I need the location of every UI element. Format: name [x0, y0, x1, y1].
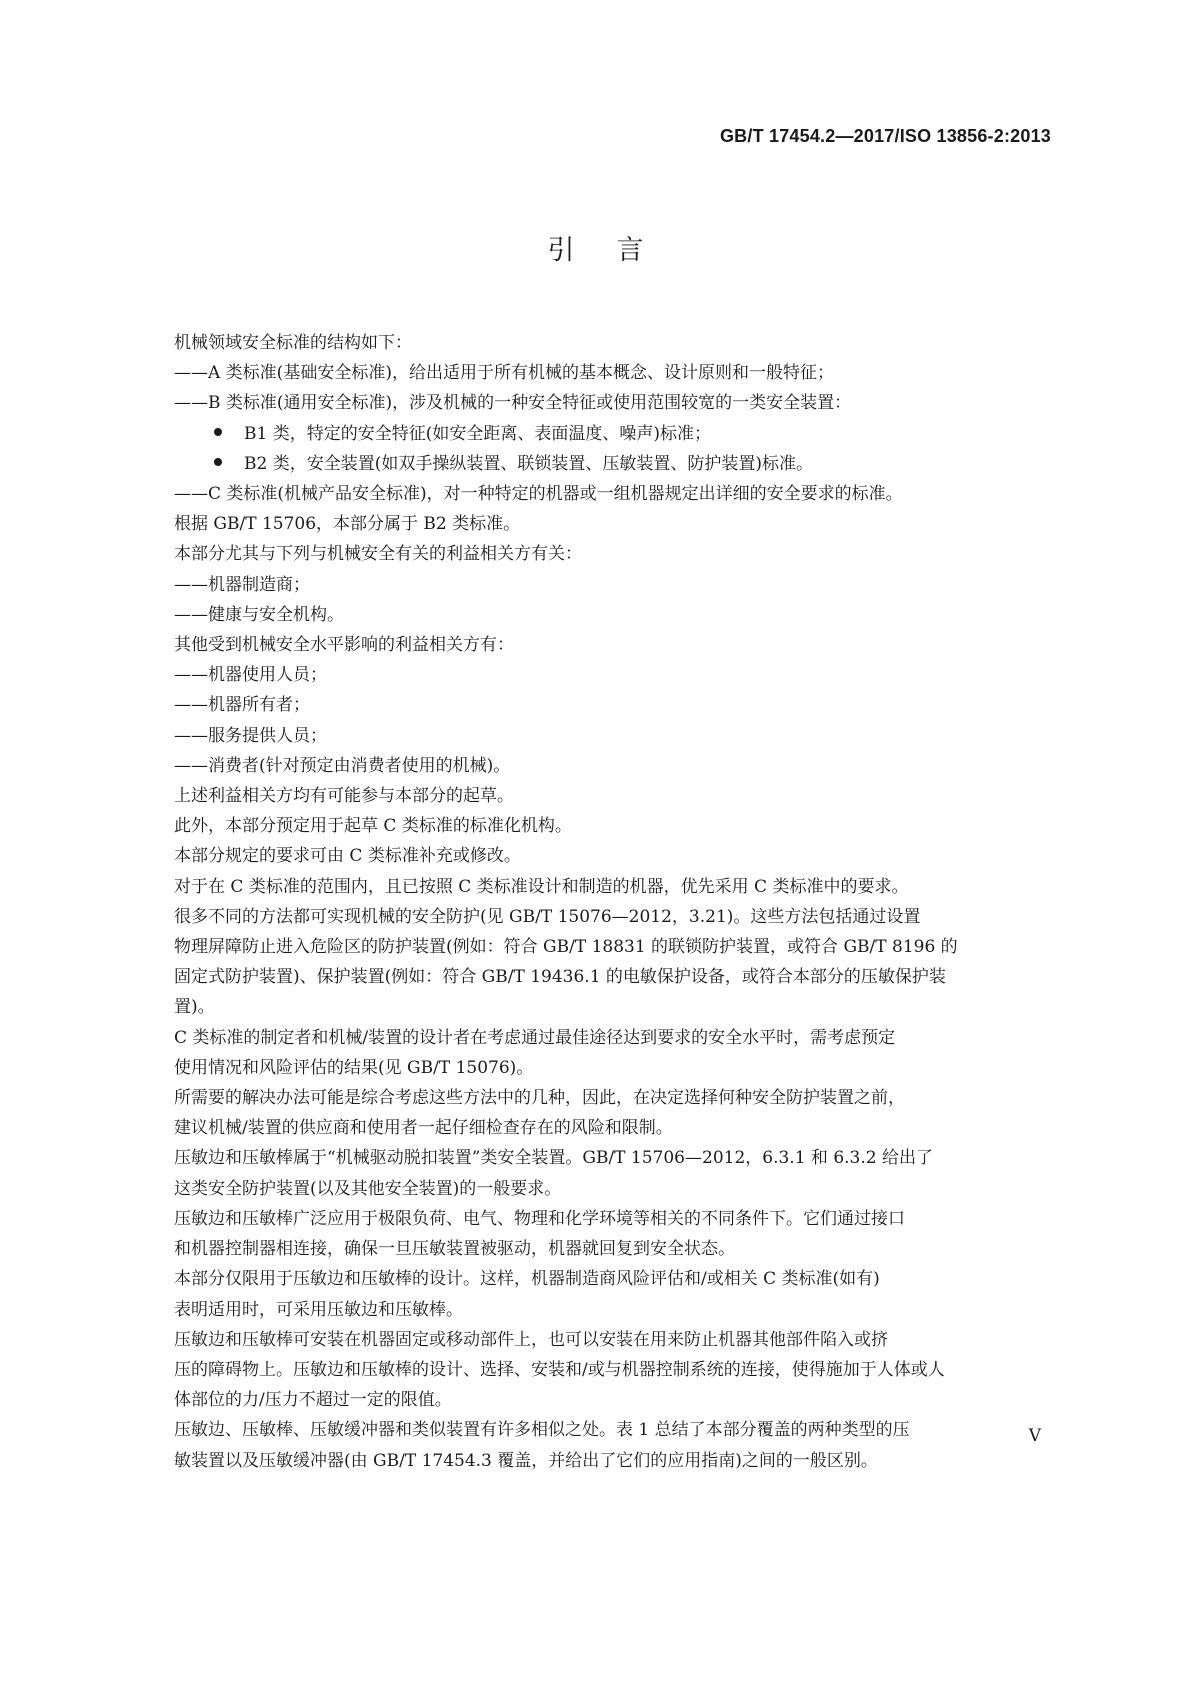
priority-statement: 对于在 C 类标准的范围内，且已按照 C 类标准设计和制造的机器，优先采用 C 类标准中的要求。: [174, 876, 909, 897]
paragraph-line: 本部分仅限用于压敏边和压敏棒的设计。这样，机器制造商风险评估和/或相关 C 类标准(如有): [174, 1269, 880, 1290]
paragraph-line: 压敏边和压敏棒可安装在机器固定或移动部件上，也可以安装在用来防止机器其他部件陷入或挤: [174, 1329, 888, 1350]
paragraph-safeguarding-methods: [174, 902, 1046, 1023]
paragraph-line: 压敏边和压敏棒广泛应用于极限负荷、电气、物理和化学环境等相关的不同条件下。它们通过接口: [174, 1208, 905, 1229]
list-item-stakeholder: ——机器制造商；: [174, 574, 310, 595]
bullet-icon: [214, 428, 222, 436]
list-item-other-stakeholder: ——消费者(针对预定由消费者使用的机械)。: [174, 755, 511, 776]
bullet-item-b2: [174, 449, 1046, 479]
paragraph-line: 敏装置以及压敏缓冲器(由 GB/T 17454.3 覆盖，并给出了它们的应用指南)之间的一般区别。: [174, 1450, 878, 1471]
list-item-type-c: ——C 类标准(机械产品安全标准)，对一种特定的机器或一组机器规定出详细的安全要求的标准。: [174, 484, 903, 505]
paragraph-line: 压敏边和压敏棒属于“机械驱动脱扣装置”类安全装置。GB/T 15706—2012，6.3.1 和 6.3.2 给出了: [174, 1148, 933, 1169]
other-stakeholders-intro: 其他受到机械安全水平影响的利益相关方有：: [174, 635, 514, 656]
paragraph-scope: [174, 1264, 1046, 1324]
document-body: [174, 328, 1046, 1476]
paragraph-comparison: [174, 1415, 1046, 1475]
paragraph-line: 体部位的力/压力不超过一定的限值。: [174, 1390, 452, 1411]
list-item-type-a: ——A 类标准(基础安全标准)，给出适用于所有机械的基本概念、设计原则和一般特征；: [174, 363, 834, 384]
list-item-other-stakeholder: ——服务提供人员；: [174, 725, 327, 746]
paragraph-line: 固定式防护装置)、保护装置(例如：符合 GB/T 19436.1 的电敏保护设备，或符合本部分的压敏保护装: [174, 967, 946, 988]
paragraph-line: 压的障碍物上。压敏边和压敏棒的设计、选择、安装和/或与机器控制系统的连接，使得施加于人体或人: [174, 1359, 945, 1380]
paragraph-line: 和机器控制器相连接，确保一旦压敏装置被驱动，机器就回复到安全状态。: [174, 1239, 735, 1260]
standard-number: GB/T 17454.2—2017/ISO 13856-2:2013: [719, 126, 1051, 146]
paragraph-line: 表明适用时，可采用压敏边和压敏棒。: [174, 1299, 463, 1320]
bullet-icon: [214, 458, 222, 466]
bullet-item-b1: [174, 419, 1046, 449]
paragraph-line: 使用情况和风险评估的结果(见 GB/T 15076)。: [174, 1057, 534, 1078]
paragraph-line: 建议机械/装置的供应商和使用者一起仔细检查存在的风险和限制。: [174, 1118, 673, 1139]
stakeholders-intro: 本部分尤其与下列与机械安全有关的利益相关方有关：: [174, 544, 582, 565]
supplement-statement: 本部分规定的要求可由 C 类标准补充或修改。: [174, 846, 521, 867]
paragraph-installation: [174, 1325, 1046, 1416]
paragraph-line: C 类标准的制定者和机械/装置的设计者在考虑通过最佳途径达到要求的安全水平时，需考虑预定: [174, 1027, 896, 1048]
page-number: V: [1028, 1426, 1041, 1446]
list-item-type-b: ——B 类标准(通用安全标准)，涉及机械的一种安全特征或使用范围较宽的一类安全装置：: [174, 393, 852, 414]
paragraph-line: 置)。: [174, 997, 215, 1018]
paragraph-line: 这类安全防护装置(以及其他安全装置)的一般要求。: [174, 1178, 562, 1199]
paragraph-line: 很多不同的方法都可实现机械的安全防护(见 GB/T 15076—2012，3.21)。这些方法包括通过设置: [174, 906, 921, 927]
paragraph-applications: [174, 1204, 1046, 1264]
drafting-statement: 上述利益相关方均有可能参与本部分的起草。: [174, 786, 514, 807]
paragraph-risk-assessment: [174, 1023, 1046, 1083]
list-item-other-stakeholder: ——机器使用人员；: [174, 665, 327, 686]
paragraph-trip-devices: [174, 1143, 1046, 1203]
intended-use-statement: 此外，本部分预定用于起草 C 类标准的标准化机构。: [174, 816, 572, 837]
list-item-stakeholder: ——健康与安全机构。: [174, 604, 344, 625]
paragraph-solution: [174, 1083, 1046, 1143]
paragraph-line: 压敏边、压敏棒、压敏缓冲器和类似装置有许多相似之处。表 1 总结了本部分覆盖的两种类型的压: [174, 1420, 910, 1441]
bullet-text-b1: B1 类，特定的安全特征(如安全距离、表面温度、噪声)标准；: [244, 423, 711, 444]
paragraph-line: 物理屏障防止进入危险区的防护装置(例如：符合 GB/T 18831 的联锁防护装置，或符合 GB/T 8196 的: [174, 937, 958, 958]
structure-intro: 机械领域安全标准的结构如下：: [174, 333, 412, 353]
classification-statement: 根据 GB/T 15706，本部分属于 B2 类标准。: [174, 514, 521, 535]
page-title: 引言: [547, 235, 686, 266]
paragraph-line: 所需要的解决办法可能是综合考虑这些方法中的几种，因此，在决定选择何种安全防护装置之前，: [174, 1088, 905, 1109]
list-item-other-stakeholder: ——机器所有者；: [174, 695, 310, 716]
bullet-text-b2: B2 类，安全装置(如双手操纵装置、联锁装置、压敏装置、防护装置)标准。: [244, 453, 813, 474]
